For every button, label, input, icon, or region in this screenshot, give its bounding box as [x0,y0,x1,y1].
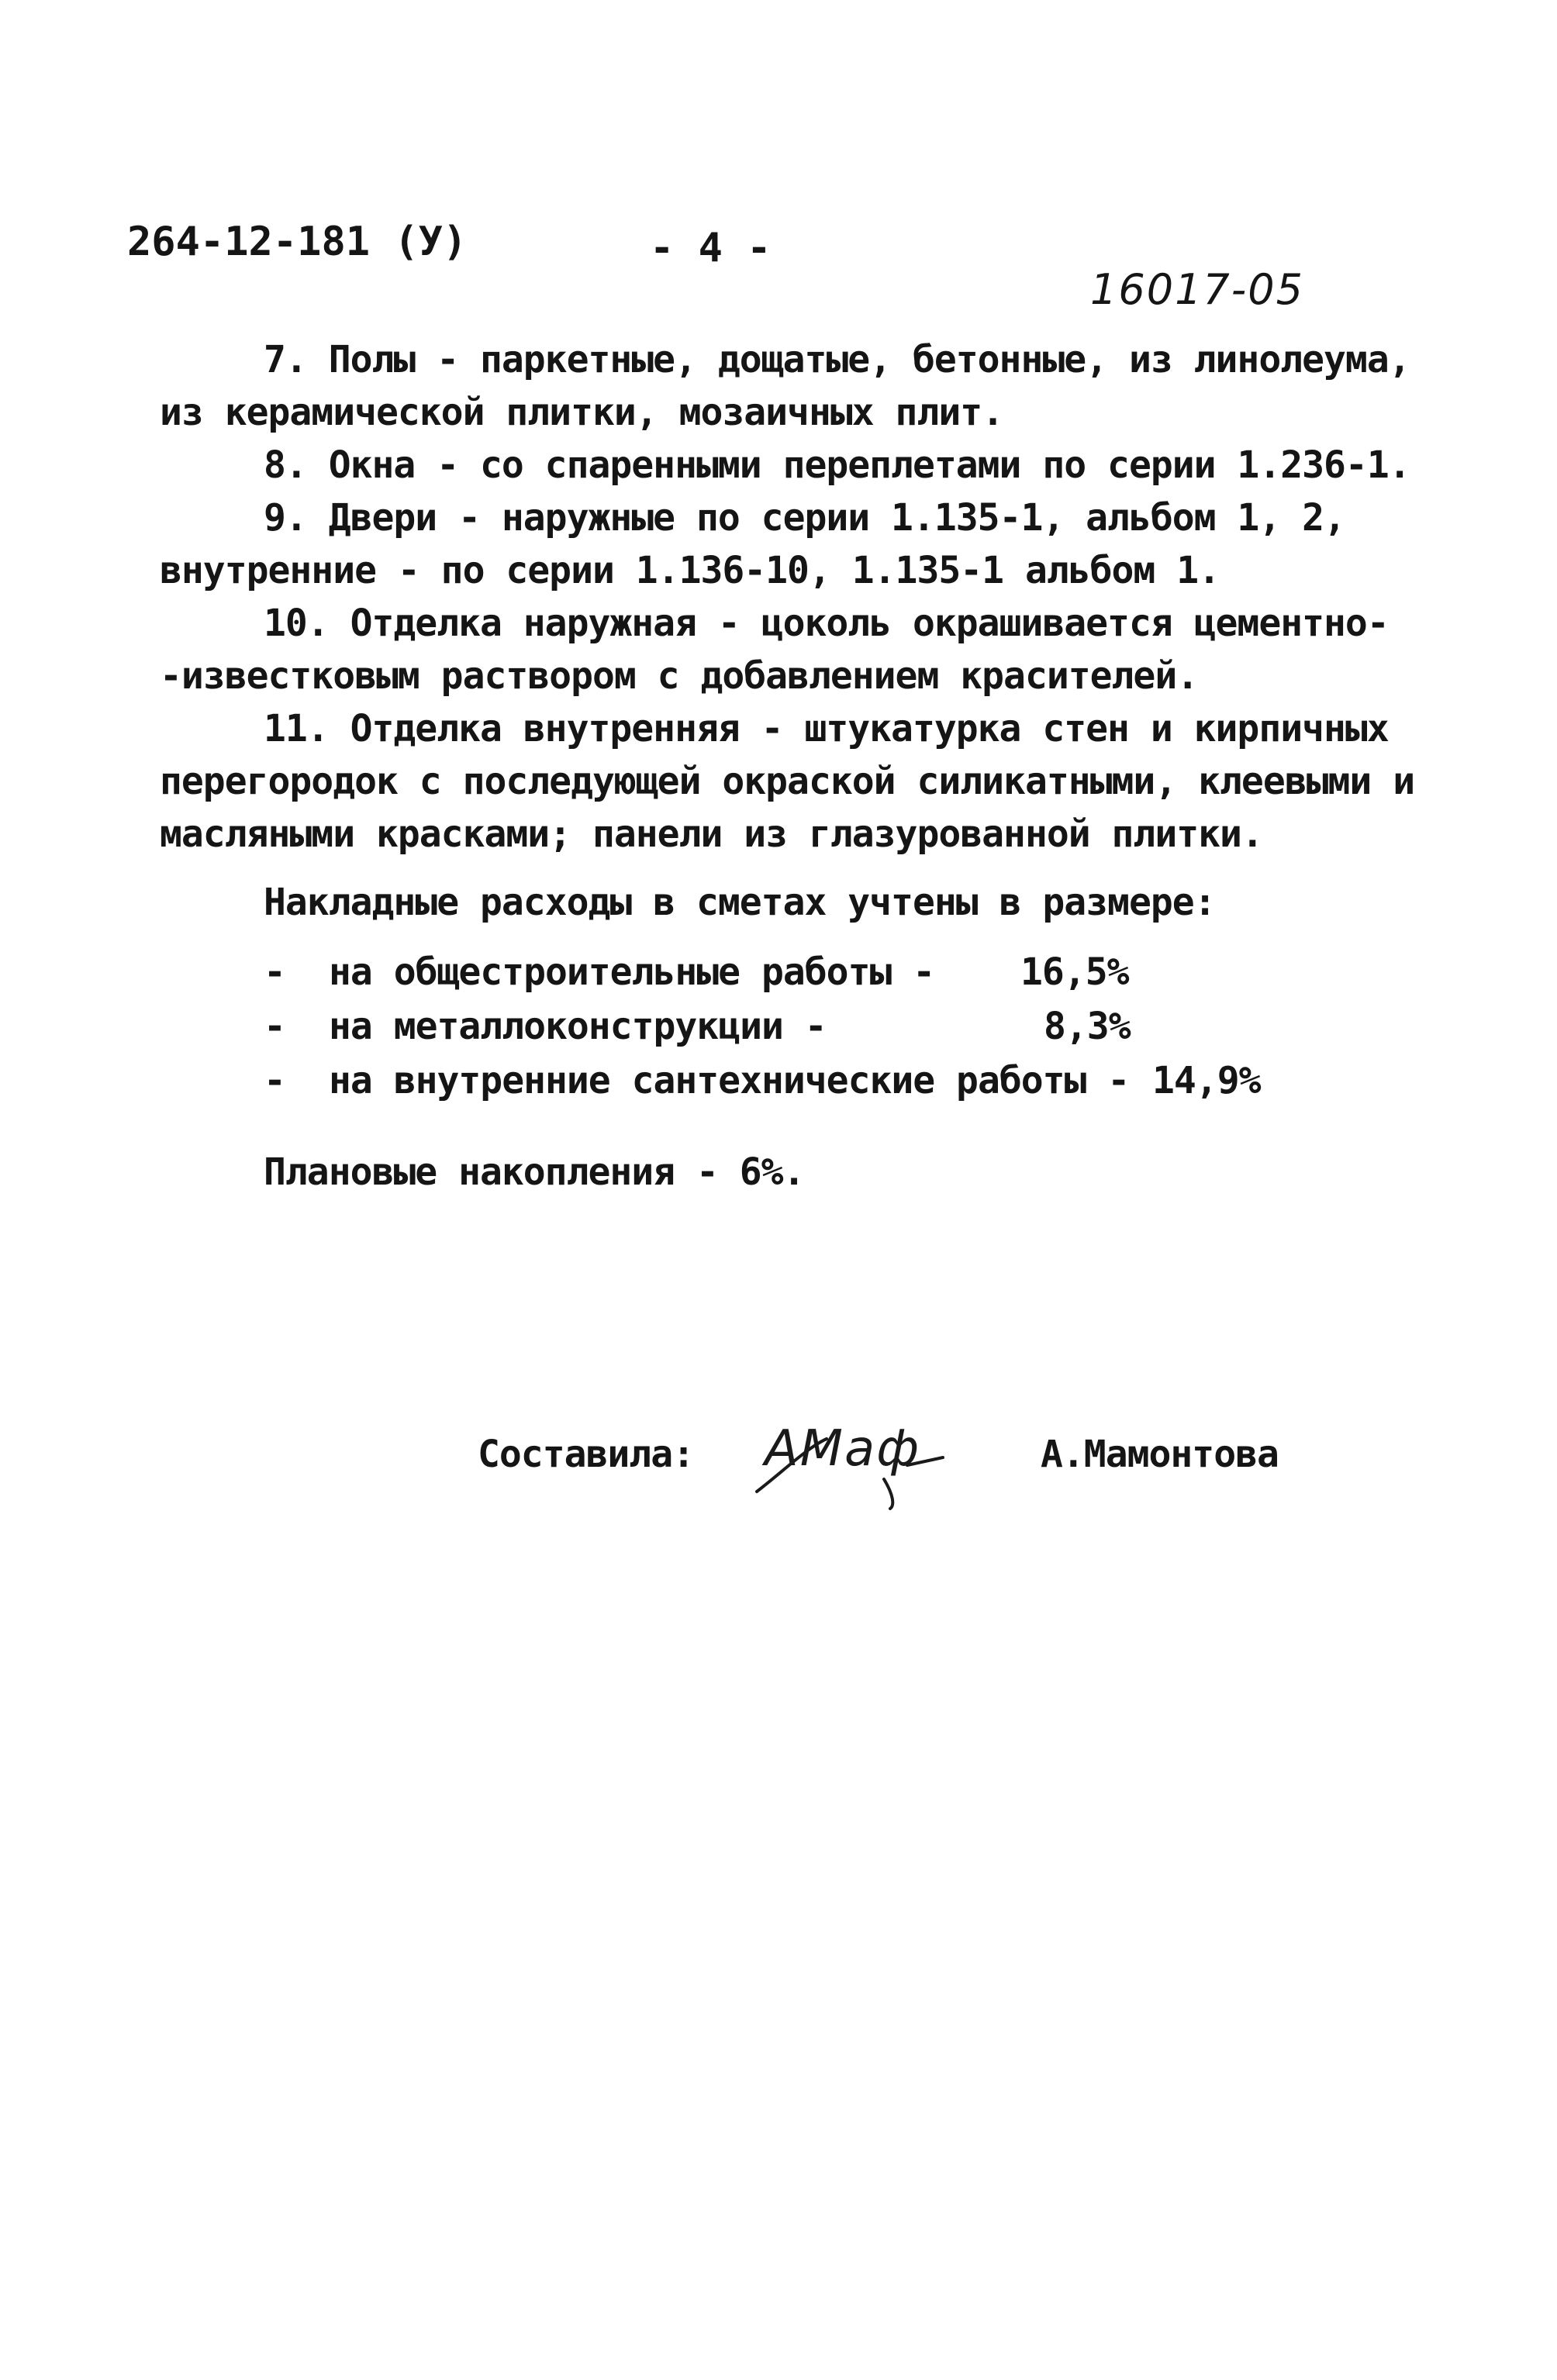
rate-dash: - [264,950,285,994]
signature-name: А.Мамонтова [1041,1433,1279,1476]
rate-value: 16,5% [1020,950,1129,994]
rate-dash: - [264,1005,285,1048]
item-10-line-2: -известковым раствором с добавлением красителей. [160,654,1199,698]
signature-handwriting: АМаф [765,1420,920,1478]
item-11-line-3: масляными красками; панели из глазурованной плитки. [160,812,1263,856]
rate-label: на металлоконструкции - [329,1005,827,1048]
item-7-line-1: 7. Полы - паркетные, дощатые, бетонные, из линолеума, [264,338,1410,381]
handwritten-number: 16017-05 [1090,265,1304,314]
rate-dash: - [264,1059,285,1102]
item-7-line-2: из керамической плитки, мозаичных плит. [160,391,1004,434]
item-9-line-1: 9. Двери - наружные по серии 1.135-1, альбом 1, 2, [264,496,1345,540]
signature-label: Составила: [478,1433,694,1476]
rate-label: на внутренние сантехнические работы - [329,1059,1130,1102]
item-8-line-1: 8. Окна - со спаренными переплетами по серии 1.236-1. [264,443,1410,487]
document-code: 264-12-181 (У) [127,219,468,265]
planned-savings: Плановые накопления - 6%. [264,1150,805,1194]
rate-label: на общестроительные работы - [329,950,935,994]
item-11-line-2: перегородок с последующей окраской силикатными, клеевыми и [160,760,1415,803]
rate-value: 14,9% [1152,1059,1261,1102]
rate-value: 8,3% [1044,1005,1131,1048]
overhead-rate-row [264,946,1349,999]
signature-flourish-icon [752,1425,954,1510]
overhead-intro: Накладные расходы в сметах учтены в размере: [264,881,1216,924]
item-10-line-1: 10. Отделка наружная - цоколь окрашивается цементно- [264,602,1389,645]
item-11-line-1: 11. Отделка внутренняя - штукатурка стен и кирпичных [264,707,1389,750]
item-9-line-2: внутренние - по серии 1.136-10, 1.135-1 альбом 1. [160,549,1220,592]
page-number: - 4 - [650,225,772,271]
overhead-rate-row [264,1000,1349,1053]
